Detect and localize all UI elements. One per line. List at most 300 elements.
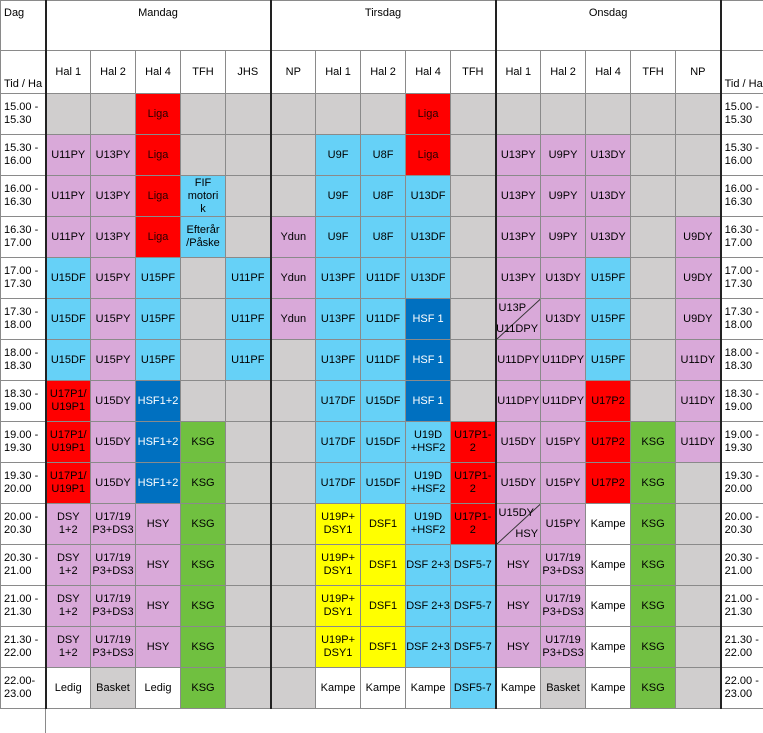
slot-cell[interactable] <box>676 217 721 258</box>
slot-cell[interactable] <box>406 135 451 176</box>
slot-cell[interactable] <box>406 504 451 545</box>
slot-cell[interactable] <box>136 381 181 422</box>
slot-cell[interactable] <box>586 545 631 586</box>
slot-cell[interactable] <box>631 504 676 545</box>
slot-cell[interactable] <box>226 135 271 176</box>
slot-cell[interactable] <box>316 586 361 627</box>
slot-cell[interactable] <box>226 94 271 135</box>
slot-text: KSG <box>191 559 214 571</box>
slot-text: DSY 1+2 <box>57 552 80 577</box>
slot-text: U15DY <box>95 477 130 489</box>
slot-text: U17DF <box>321 436 356 448</box>
slot-cell[interactable] <box>226 422 271 463</box>
slot-text: DSF1 <box>369 518 397 530</box>
slot-text: U13PY <box>96 149 131 161</box>
slot-text: U11DY <box>681 436 716 448</box>
slot-cell[interactable] <box>676 299 721 340</box>
slot-cell[interactable] <box>316 422 361 463</box>
slot-cell[interactable] <box>226 381 271 422</box>
slot-cell[interactable] <box>676 176 721 217</box>
slot-cell[interactable] <box>451 176 496 217</box>
slot-cell[interactable] <box>406 340 451 381</box>
slot-cell[interactable] <box>451 299 496 340</box>
time-label: 19.00 - 19.30 <box>1 422 46 463</box>
slot-cell[interactable] <box>361 504 406 545</box>
slot-cell[interactable] <box>91 217 136 258</box>
slot-cell[interactable] <box>46 258 91 299</box>
slot-cell[interactable] <box>181 258 226 299</box>
slot-cell[interactable] <box>451 258 496 299</box>
slot-cell[interactable] <box>541 299 586 340</box>
slot-cell[interactable] <box>586 340 631 381</box>
slot-cell[interactable] <box>181 627 226 668</box>
slot-cell[interactable] <box>676 463 721 504</box>
slot-cell[interactable] <box>496 627 541 668</box>
slot-text: U11DY <box>681 354 716 366</box>
slot-cell[interactable] <box>451 463 496 504</box>
slot-cell[interactable] <box>631 94 676 135</box>
slot-cell[interactable] <box>46 381 91 422</box>
slot-cell[interactable] <box>136 94 181 135</box>
slot-cell[interactable] <box>361 668 406 709</box>
slot-cell[interactable] <box>271 176 316 217</box>
slot-cell[interactable] <box>586 176 631 217</box>
slot-cell[interactable] <box>406 94 451 135</box>
slot-cell[interactable] <box>451 627 496 668</box>
time-label: 17.00 - 17.30 <box>1 258 46 299</box>
slot-cell[interactable] <box>46 135 91 176</box>
slot-text: DSY 1+2 <box>57 634 80 659</box>
slot-cell[interactable] <box>361 299 406 340</box>
slot-cell[interactable] <box>361 176 406 217</box>
slot-cell[interactable] <box>271 668 316 709</box>
slot-cell[interactable] <box>631 668 676 709</box>
slot-cell[interactable] <box>271 258 316 299</box>
slot-cell[interactable] <box>361 463 406 504</box>
slot-text: U15DF <box>366 395 401 407</box>
slot-cell[interactable] <box>91 627 136 668</box>
slot-cell[interactable] <box>91 381 136 422</box>
slot-cell[interactable] <box>226 627 271 668</box>
slot-cell[interactable] <box>181 299 226 340</box>
slot-cell[interactable] <box>496 176 541 217</box>
slot-cell[interactable] <box>316 463 361 504</box>
slot-cell[interactable] <box>136 258 181 299</box>
slot-cell[interactable] <box>496 668 541 709</box>
slot-cell[interactable] <box>496 135 541 176</box>
tid-label-right: Tid / Ha <box>721 51 763 94</box>
slot-cell[interactable] <box>631 422 676 463</box>
slot-cell[interactable] <box>406 258 451 299</box>
slot-cell[interactable] <box>676 545 721 586</box>
slot-cell[interactable] <box>676 258 721 299</box>
slot-cell[interactable] <box>226 545 271 586</box>
hall-header-tirsdag-3: Hal 2 <box>361 51 406 94</box>
slot-cell[interactable] <box>676 586 721 627</box>
slot-cell[interactable] <box>361 381 406 422</box>
slot-cell[interactable] <box>586 381 631 422</box>
slot-cell[interactable] <box>361 422 406 463</box>
slot-text: U19D +HSF2 <box>411 470 446 495</box>
slot-cell[interactable] <box>586 217 631 258</box>
slot-cell[interactable] <box>136 627 181 668</box>
slot-cell[interactable] <box>451 217 496 258</box>
slot-cell[interactable] <box>271 94 316 135</box>
slot-text: DSF5-7 <box>454 600 492 612</box>
slot-cell[interactable] <box>586 463 631 504</box>
slot-cell[interactable] <box>451 668 496 709</box>
slot-cell[interactable] <box>406 422 451 463</box>
slot-cell[interactable] <box>631 299 676 340</box>
slot-text: U15PF <box>141 313 175 325</box>
slot-cell[interactable] <box>136 668 181 709</box>
slot-text: U19P+ DSY1 <box>321 552 355 577</box>
slot-cell[interactable] <box>136 463 181 504</box>
slot-cell[interactable] <box>541 135 586 176</box>
slot-cell[interactable] <box>136 545 181 586</box>
slot-cell[interactable] <box>136 299 181 340</box>
slot-cell[interactable] <box>451 586 496 627</box>
slot-cell[interactable] <box>676 135 721 176</box>
slot-text: U17P1- 2 <box>454 511 491 536</box>
slot-cell[interactable] <box>451 504 496 545</box>
slot-cell[interactable] <box>46 176 91 217</box>
slot-text: HSY <box>147 600 170 612</box>
slot-cell[interactable] <box>541 340 586 381</box>
slot-cell[interactable] <box>586 135 631 176</box>
slot-cell[interactable] <box>586 627 631 668</box>
hall-header-mandag-3: Hal 4 <box>136 51 181 94</box>
time-label: 19.30 - 20.00 <box>1 463 46 504</box>
slot-cell[interactable] <box>541 381 586 422</box>
slot-text: Efterår /Påske <box>186 224 220 249</box>
time-label-right: 19.30 - 20.00 <box>721 463 763 504</box>
slot-cell[interactable] <box>181 668 226 709</box>
slot-cell[interactable] <box>586 299 631 340</box>
hall-header-tirsdag-2: Hal 1 <box>316 51 361 94</box>
slot-cell[interactable] <box>451 422 496 463</box>
slot-cell[interactable] <box>496 504 541 545</box>
slot-cell[interactable] <box>46 299 91 340</box>
slot-cell[interactable] <box>631 627 676 668</box>
slot-cell[interactable] <box>181 586 226 627</box>
slot-cell[interactable] <box>136 504 181 545</box>
slot-cell[interactable] <box>586 422 631 463</box>
slot-cell[interactable] <box>541 94 586 135</box>
slot-cell[interactable] <box>226 258 271 299</box>
slot-text: Liga <box>418 108 439 120</box>
slot-cell[interactable] <box>496 299 541 340</box>
slot-cell[interactable] <box>451 381 496 422</box>
slot-text: U13PY <box>501 149 536 161</box>
slot-cell[interactable] <box>91 176 136 217</box>
slot-cell[interactable] <box>316 258 361 299</box>
slot-cell[interactable] <box>91 463 136 504</box>
slot-cell[interactable] <box>181 340 226 381</box>
hall-header-tirsdag-5: TFH <box>451 51 496 94</box>
slot-cell[interactable] <box>631 340 676 381</box>
slot-cell[interactable] <box>586 668 631 709</box>
slot-cell[interactable] <box>496 94 541 135</box>
slot-cell[interactable] <box>406 668 451 709</box>
slot-text: KSG <box>641 518 664 530</box>
slot-cell[interactable] <box>226 217 271 258</box>
slot-cell[interactable] <box>46 94 91 135</box>
slot-cell[interactable] <box>676 627 721 668</box>
slot-cell[interactable] <box>46 504 91 545</box>
slot-cell[interactable] <box>541 217 586 258</box>
slot-text: U15PF <box>591 272 625 284</box>
slot-cell[interactable] <box>451 94 496 135</box>
slot-cell[interactable] <box>631 545 676 586</box>
slot-cell[interactable] <box>181 217 226 258</box>
slot-cell[interactable] <box>136 176 181 217</box>
slot-cell[interactable] <box>361 258 406 299</box>
slot-text: Ledig <box>55 682 82 694</box>
slot-cell[interactable] <box>226 463 271 504</box>
slot-cell[interactable] <box>91 340 136 381</box>
slot-text: Ydun <box>280 313 306 325</box>
slot-cell[interactable] <box>631 135 676 176</box>
slot-cell[interactable] <box>631 586 676 627</box>
slot-cell[interactable] <box>136 422 181 463</box>
slot-cell[interactable] <box>91 422 136 463</box>
time-label: 18.00 - 18.30 <box>1 340 46 381</box>
slot-text: U17P2 <box>591 477 625 489</box>
time-label-right: 15.00 - 15.30 <box>721 94 763 135</box>
slot-cell[interactable] <box>361 340 406 381</box>
slot-text: U11DF <box>366 313 400 325</box>
slot-cell[interactable] <box>316 627 361 668</box>
slot-cell[interactable] <box>406 545 451 586</box>
slot-cell[interactable] <box>361 94 406 135</box>
slot-cell[interactable] <box>676 340 721 381</box>
slot-text: U15DF <box>366 477 401 489</box>
slot-cell[interactable] <box>406 176 451 217</box>
slot-cell[interactable] <box>46 586 91 627</box>
slot-cell[interactable] <box>181 176 226 217</box>
slot-cell[interactable] <box>271 504 316 545</box>
slot-cell[interactable] <box>631 258 676 299</box>
slot-cell[interactable] <box>226 668 271 709</box>
slot-cell[interactable] <box>676 381 721 422</box>
slot-cell[interactable] <box>136 340 181 381</box>
slot-cell[interactable] <box>91 504 136 545</box>
slot-cell[interactable] <box>406 463 451 504</box>
slot-cell[interactable] <box>541 258 586 299</box>
slot-cell[interactable] <box>541 627 586 668</box>
slot-text: KSG <box>641 559 664 571</box>
slot-cell[interactable] <box>136 586 181 627</box>
slot-cell[interactable] <box>91 299 136 340</box>
hall-header-onsdag-1: Hal 1 <box>496 51 541 94</box>
slot-cell[interactable] <box>46 217 91 258</box>
slot-cell[interactable] <box>316 299 361 340</box>
slot-cell[interactable] <box>406 627 451 668</box>
slot-cell[interactable] <box>271 135 316 176</box>
slot-cell[interactable] <box>181 463 226 504</box>
slot-cell[interactable] <box>316 176 361 217</box>
slot-cell[interactable] <box>496 381 541 422</box>
slot-cell[interactable] <box>586 94 631 135</box>
slot-text: DSF 2+3 <box>406 600 450 612</box>
slot-text: U9PY <box>549 231 578 243</box>
slot-cell[interactable] <box>496 217 541 258</box>
slot-cell[interactable] <box>316 135 361 176</box>
slot-cell[interactable] <box>316 545 361 586</box>
time-label-right: 17.00 - 17.30 <box>721 258 763 299</box>
time-label-right: 21.00 - 21.30 <box>721 586 763 627</box>
slot-cell[interactable] <box>451 545 496 586</box>
slot-cell[interactable] <box>631 463 676 504</box>
slot-text: KSG <box>191 600 214 612</box>
slot-text: U13DY <box>590 149 625 161</box>
slot-cell[interactable] <box>91 668 136 709</box>
schedule-body <box>1 94 763 709</box>
slot-cell[interactable] <box>271 545 316 586</box>
slot-text: U11DF <box>366 354 400 366</box>
slot-cell[interactable] <box>631 176 676 217</box>
slot-cell[interactable] <box>46 422 91 463</box>
time-label-right: 16.00 - 16.30 <box>721 176 763 217</box>
hall-header-tirsdag-4: Hal 4 <box>406 51 451 94</box>
slot-cell[interactable] <box>271 381 316 422</box>
slot-cell[interactable] <box>406 217 451 258</box>
slot-cell[interactable] <box>46 545 91 586</box>
slot-cell[interactable] <box>406 381 451 422</box>
slot-cell[interactable] <box>361 135 406 176</box>
slot-text: DSF 2+3 <box>406 559 450 571</box>
slot-cell[interactable] <box>316 340 361 381</box>
slot-cell[interactable] <box>406 299 451 340</box>
slot-cell[interactable] <box>226 176 271 217</box>
slot-cell[interactable] <box>271 422 316 463</box>
slot-cell[interactable] <box>181 545 226 586</box>
slot-cell[interactable] <box>226 340 271 381</box>
slot-cell[interactable] <box>631 381 676 422</box>
footer-row <box>1 709 763 733</box>
slot-cell[interactable] <box>676 668 721 709</box>
slot-cell[interactable] <box>541 504 586 545</box>
slot-cell[interactable] <box>226 504 271 545</box>
hall-header-onsdag-3: Hal 4 <box>586 51 631 94</box>
slot-cell[interactable] <box>316 217 361 258</box>
slot-cell[interactable] <box>541 422 586 463</box>
slot-cell[interactable] <box>496 258 541 299</box>
slot-text: Liga <box>148 149 169 161</box>
slot-cell[interactable] <box>271 463 316 504</box>
slot-cell[interactable] <box>316 668 361 709</box>
slot-text: U11DPY <box>497 395 539 407</box>
slot-cell[interactable] <box>451 340 496 381</box>
slot-text: Kampe <box>591 682 626 694</box>
slot-cell[interactable] <box>271 586 316 627</box>
slot-cell[interactable] <box>361 217 406 258</box>
slot-cell[interactable] <box>451 135 496 176</box>
slot-cell[interactable] <box>361 627 406 668</box>
slot-text: HSF 1 <box>412 354 443 366</box>
slot-cell[interactable] <box>631 217 676 258</box>
slot-cell[interactable] <box>541 176 586 217</box>
slot-cell[interactable] <box>316 381 361 422</box>
slot-cell[interactable] <box>541 668 586 709</box>
slot-cell[interactable] <box>46 340 91 381</box>
slot-text: U17/19 P3+DS3 <box>92 511 133 536</box>
slot-cell[interactable] <box>586 586 631 627</box>
slot-cell[interactable] <box>226 586 271 627</box>
slot-cell[interactable] <box>46 668 91 709</box>
slot-cell[interactable] <box>406 586 451 627</box>
slot-cell[interactable] <box>271 217 316 258</box>
day-next <box>721 1 763 51</box>
time-label-right: 16.30 - 17.00 <box>721 217 763 258</box>
slot-cell[interactable] <box>496 586 541 627</box>
slot-text: KSG <box>641 682 664 694</box>
slot-text: U17/19 P3+DS3 <box>542 552 583 577</box>
hall-header-onsdag-5: NP <box>676 51 721 94</box>
slot-cell[interactable] <box>46 463 91 504</box>
slot-cell[interactable] <box>496 463 541 504</box>
slot-cell[interactable] <box>316 504 361 545</box>
slot-cell[interactable] <box>676 94 721 135</box>
slot-text: U15PF <box>141 272 175 284</box>
slot-cell[interactable] <box>586 504 631 545</box>
slot-cell[interactable] <box>361 586 406 627</box>
slot-text: Ydun <box>280 272 306 284</box>
slot-cell[interactable] <box>541 545 586 586</box>
slot-cell[interactable] <box>226 299 271 340</box>
time-label: 20.30 - 21.00 <box>1 545 46 586</box>
slot-text: U9F <box>328 231 349 243</box>
slot-cell[interactable] <box>136 217 181 258</box>
slot-cell[interactable] <box>271 299 316 340</box>
slot-text: U13DF <box>411 190 446 202</box>
slot-text: U15PY <box>96 313 131 325</box>
slot-cell[interactable] <box>136 135 181 176</box>
slot-cell[interactable] <box>271 340 316 381</box>
slot-cell[interactable] <box>46 627 91 668</box>
slot-cell[interactable] <box>91 545 136 586</box>
slot-cell[interactable] <box>676 504 721 545</box>
slot-cell[interactable] <box>271 627 316 668</box>
slot-cell[interactable] <box>496 422 541 463</box>
slot-cell[interactable] <box>316 94 361 135</box>
slot-cell[interactable] <box>91 586 136 627</box>
slot-cell[interactable] <box>361 545 406 586</box>
slot-cell[interactable] <box>541 463 586 504</box>
time-row <box>1 504 763 545</box>
slot-cell[interactable] <box>181 135 226 176</box>
slot-cell[interactable] <box>91 258 136 299</box>
time-label-right: 20.00 - 20.30 <box>721 504 763 545</box>
slot-text: U11DY <box>681 395 716 407</box>
slot-cell[interactable] <box>586 258 631 299</box>
slot-text: U15DF <box>51 272 86 284</box>
slot-cell[interactable] <box>181 422 226 463</box>
slot-cell[interactable] <box>181 504 226 545</box>
slot-cell[interactable] <box>91 135 136 176</box>
slot-cell[interactable] <box>496 340 541 381</box>
slot-cell[interactable] <box>181 94 226 135</box>
slot-text: U8F <box>373 149 394 161</box>
slot-cell[interactable] <box>676 422 721 463</box>
slot-text: HSY <box>147 641 170 653</box>
slot-cell[interactable] <box>541 586 586 627</box>
slot-cell[interactable] <box>181 381 226 422</box>
slot-text: U11DPY <box>542 354 584 366</box>
slot-cell[interactable] <box>91 94 136 135</box>
slot-cell[interactable] <box>496 545 541 586</box>
